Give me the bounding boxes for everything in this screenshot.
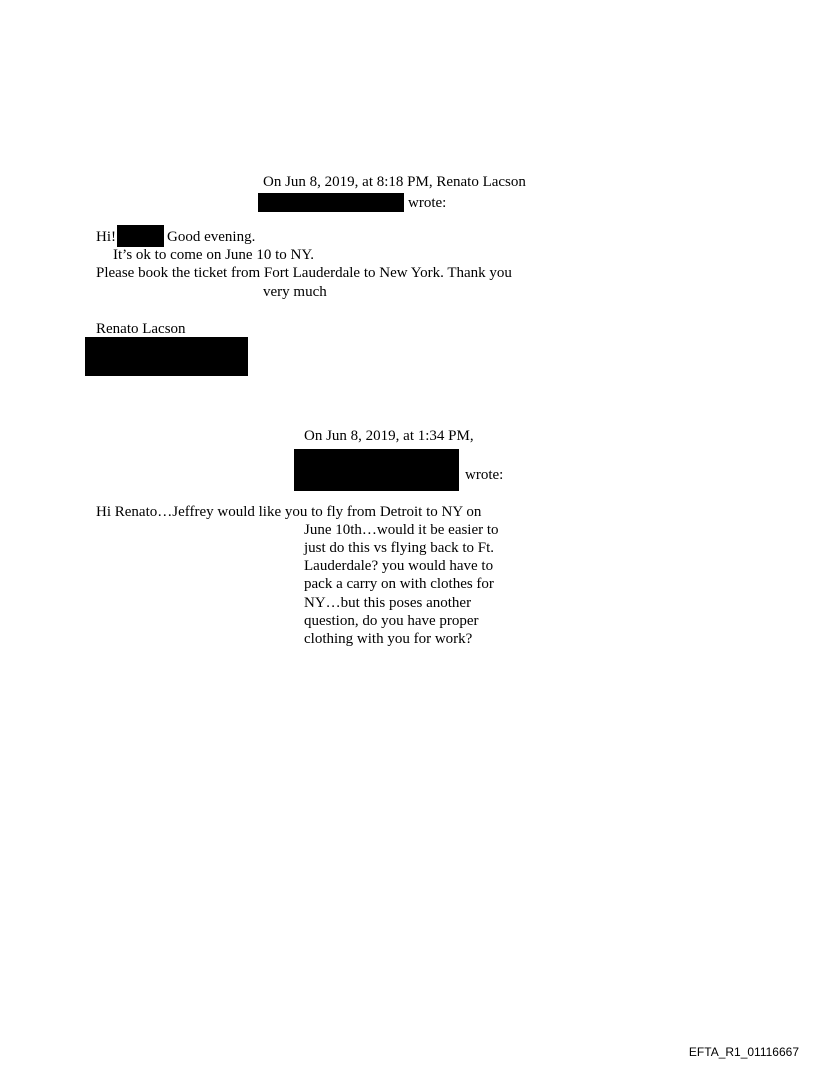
- email2-header-line: On Jun 8, 2019, at 1:34 PM,: [304, 428, 474, 444]
- redaction-box: [117, 225, 164, 247]
- email2-body-line: Lauderdale? you would have to: [304, 558, 494, 574]
- redaction-box: [258, 193, 404, 212]
- bates-number: EFTA_R1_01116667: [688, 1045, 799, 1059]
- email1-header-line: On Jun 8, 2019, at 8:18 PM, Renato Lacson: [263, 174, 526, 190]
- email2-header-wrote: wrote:: [465, 467, 504, 483]
- email2-body-line: clothing with you for work?: [304, 631, 473, 647]
- email2-body-line: June 10th…would it be easier to: [304, 522, 499, 538]
- email1-greeting-hi: Hi!: [96, 229, 116, 245]
- email1-signature: Renato Lacson: [96, 321, 186, 337]
- email1-body-line: very much: [263, 284, 327, 300]
- email2-body-line: Hi Renato…Jeffrey would like you to fly from Detroit to NY on: [96, 504, 482, 520]
- email2-body-line: just do this vs flying back to Ft.: [304, 540, 495, 556]
- email1-body-line: It’s ok to come on June 10 to NY.: [113, 247, 314, 263]
- email1-body-line: Please book the ticket from Fort Lauderdale to New York. Thank you: [96, 265, 512, 281]
- email1-greeting-rest: Good evening.: [167, 229, 256, 245]
- redaction-box: [85, 337, 248, 376]
- email2-body-line: NY…but this poses another: [304, 595, 472, 611]
- redaction-box: [294, 449, 459, 491]
- email1-header-wrote: wrote:: [408, 195, 447, 211]
- email2-body-line: pack a carry on with clothes for: [304, 576, 494, 592]
- email2-body-line: question, do you have proper: [304, 613, 479, 629]
